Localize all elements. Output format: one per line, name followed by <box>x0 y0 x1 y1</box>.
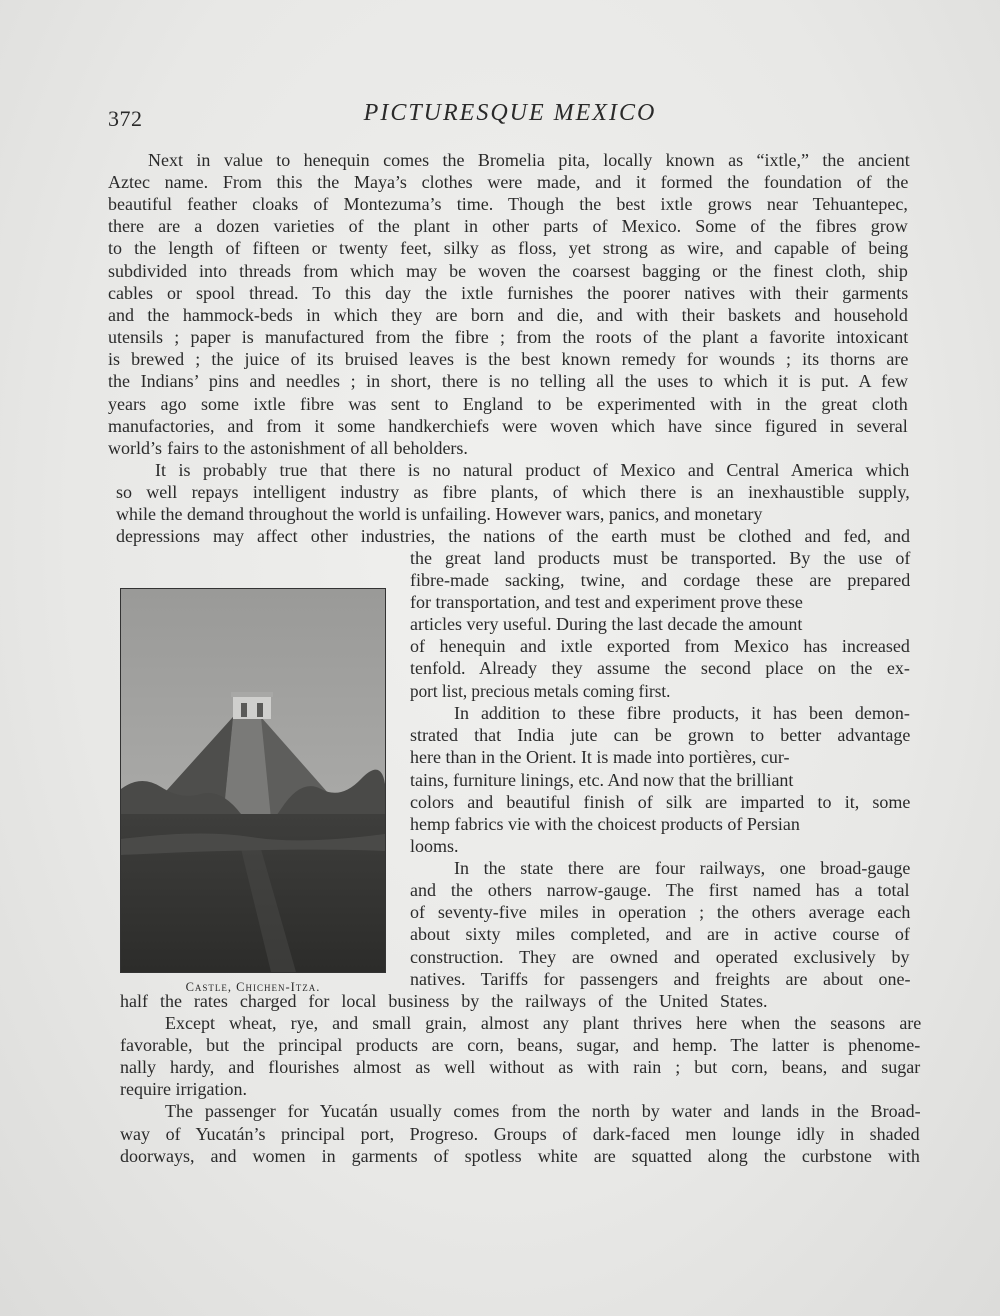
pyramid-photo-illustration <box>121 589 385 972</box>
text-line: subdivided into threads from which may be woven the coarsest bagging or the finest cloth, ship <box>108 261 908 281</box>
text-line: depressions may affect other industries, the nations of the earth must be clothed and fed, and <box>116 526 910 546</box>
text-line: construction. They are owned and operated exclusively by <box>410 947 910 967</box>
text-line: of henequin and ixtle exported from Mexico has increased <box>410 636 910 656</box>
text-line: to the length of fifteen or twenty feet, silky as floss, yet strong as wire, and capable of being <box>108 238 909 258</box>
text-line: there are a dozen varieties of the plant in other parts of Mexico. Some of the fibres grow <box>108 216 908 236</box>
text-line: world’s fairs to the astonishment of all beholders. <box>108 438 468 458</box>
text-line: port list, precious metals coming first. <box>410 681 671 701</box>
running-head: PICTURESQUE MEXICO <box>363 100 657 126</box>
text-line: colors and beautiful finish of silk are imparted to it, some <box>410 792 911 812</box>
text-line: half the rates charged for local business by the railways of the United States. <box>120 991 768 1011</box>
text-line: for transportation, and test and experiment prove these <box>410 592 803 612</box>
text-line: and the hammock-beds in which they are born and die, and with their baskets and household <box>108 305 908 325</box>
text-line: doorways, and women in garments of spotless white are squatted along the curbstone with <box>120 1146 920 1166</box>
text-line: about sixty miles completed, and are in active course of <box>410 924 910 944</box>
text-line: the great land products must be transported. By the use of <box>410 548 911 568</box>
text-line: years ago some ixtle fibre was sent to England to be experimented with in the great cloth <box>108 394 908 414</box>
text-line: nally hardy, and flourishes almost as well without as with rain ; but corn, beans, and sugar <box>120 1057 921 1077</box>
text-line: In addition to these fibre products, it has been demon- <box>454 703 910 723</box>
figure-caption: Castle, Chichen-Itza. <box>185 980 321 994</box>
text-line: natives. Tariffs for passengers and freights are about one- <box>410 969 911 989</box>
text-line: strated that India jute can be grown to better advantage <box>410 725 911 745</box>
text-line: while the demand throughout the world is unfailing. However wars, panics, and monetary <box>116 504 763 524</box>
text-line: cables or spool thread. To this day the ixtle furnishes the poorer natives with their garments <box>108 283 909 303</box>
text-line: so well repays intelligent industry as fibre plants, of which there is an inexhaustible supply, <box>116 482 910 502</box>
text-line: It is probably true that there is no natural product of Mexico and Central America which <box>155 460 910 480</box>
text-line: Aztec name. From this the Maya’s clothes were made, and it formed the foundation of the <box>108 172 909 192</box>
text-line: articles very useful. During the last decade the amount <box>410 614 803 634</box>
text-line: favorable, but the principal products are corn, beans, sugar, and hemp. The latter is phenome- <box>120 1035 921 1055</box>
text-line: tains, furniture linings, etc. And now that the brilliant <box>410 770 794 790</box>
text-line: hemp fabrics vie with the choicest products of Persian <box>410 814 800 834</box>
text-line: Next in value to henequin comes the Bromelia pita, locally known as “ixtle,” the ancient <box>148 150 910 170</box>
text-line: and the others narrow-gauge. The first named has a total <box>410 880 910 900</box>
text-line: fibre-made sacking, twine, and cordage these are prepared <box>410 570 911 590</box>
text-line: In the state there are four railways, one broad-gauge <box>454 858 911 878</box>
text-line: looms. <box>410 836 459 856</box>
text-line: way of Yucatán’s principal port, Progreso. Groups of dark-faced men lounge idly in shaded <box>120 1124 920 1144</box>
text-line: The passenger for Yucatán usually comes from the north by water and lands in the Broad- <box>165 1101 921 1121</box>
text-line: beautiful feather cloaks of Montezuma’s time. Though the best ixtle grows near Tehuantepec, <box>108 194 908 214</box>
castle-photograph <box>120 588 386 973</box>
text-line: is brewed ; the juice of its bruised leaves is the best known remedy for wounds ; its thorns are <box>108 349 909 369</box>
text-line: require irrigation. <box>120 1079 247 1099</box>
page-number: 372 <box>108 106 143 131</box>
text-line: tenfold. Already they assume the second place on the ex- <box>410 658 910 678</box>
text-line: Except wheat, rye, and small grain, almost any plant thrives here when the seasons are <box>165 1013 922 1033</box>
text-line: the Indians’ pins and needles ; in short, there is no telling all the uses to which it is put. A few <box>108 371 909 391</box>
text-line: manufactories, and from it some handkerchiefs were woven which have since figured in several <box>108 416 908 436</box>
text-line: here than in the Orient. It is made into portières, cur- <box>410 747 790 767</box>
text-line: of seventy-five miles in operation ; the others average each <box>410 902 911 922</box>
text-line: utensils ; paper is manufactured from the fibre ; from the roots of the plant a favorite intoxicant <box>108 327 909 347</box>
